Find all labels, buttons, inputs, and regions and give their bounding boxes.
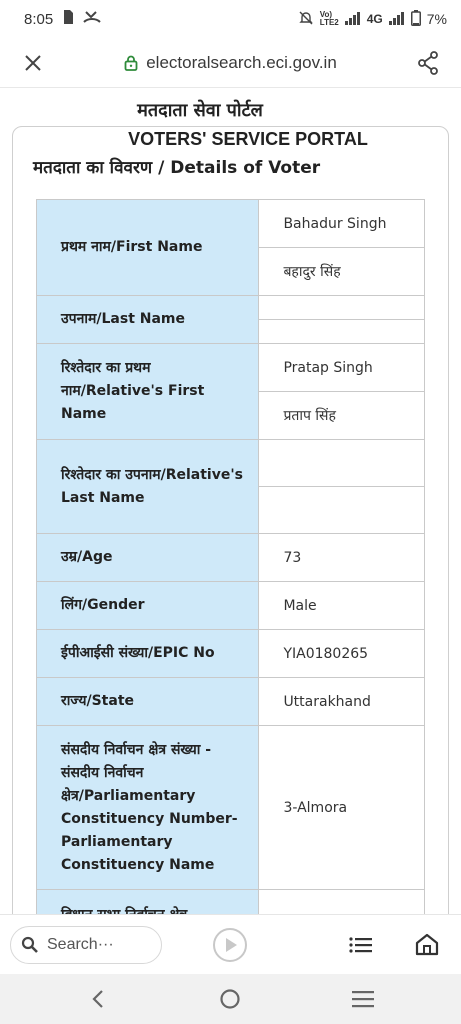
status-time: 8:05: [24, 10, 54, 28]
url-display[interactable]: [66, 53, 395, 73]
circle-home-icon: [219, 988, 241, 1010]
gender-value: Male: [259, 582, 425, 630]
nav-home-button[interactable]: [219, 988, 241, 1015]
first-name-en: Bahadur Singh: [259, 200, 425, 248]
table-row-relative-last: [37, 440, 425, 487]
relative-last-en: [259, 440, 425, 487]
vol-label: Vo): [319, 10, 333, 19]
android-nav-bar: [0, 974, 461, 1024]
last-name-en: [259, 296, 425, 320]
network-type: 4G: [366, 12, 383, 26]
table-row-age: [37, 534, 425, 582]
relative-first-hi: प्रताप सिंह: [259, 392, 425, 440]
share-icon: [417, 51, 439, 75]
state-value: Uttarakhand: [259, 678, 425, 726]
sim-card-icon: [63, 10, 73, 28]
search-input[interactable]: [10, 926, 162, 964]
status-bar: [0, 0, 461, 38]
close-icon: [24, 54, 42, 72]
table-row-last-name: [37, 296, 425, 320]
home-icon: [415, 932, 439, 956]
tabs-list-button[interactable]: [348, 934, 374, 956]
share-button[interactable]: [395, 38, 461, 88]
menu-icon: [352, 990, 374, 1008]
relative-last-label: रिश्तेदार का उपनाम/Relative's Last Name: [37, 440, 259, 534]
signal-icon: [345, 11, 361, 28]
first-name-hi: बहादुर सिंह: [259, 248, 425, 296]
volte-indicator: [320, 11, 339, 27]
table-row-gender: [37, 582, 425, 630]
table-row-epic: [37, 630, 425, 678]
relative-last-hi: [259, 487, 425, 534]
browser-bottom-toolbar: [0, 914, 461, 974]
table-row-state: [37, 678, 425, 726]
nav-back-button[interactable]: [88, 988, 108, 1015]
url-text: electoralsearch.eci.gov.in: [146, 52, 337, 72]
gender-label: लिंग/Gender: [37, 582, 259, 630]
lte-label: LTE2: [319, 18, 339, 27]
table-row-relative-first: [37, 344, 425, 392]
state-label: राज्य/State: [37, 678, 259, 726]
last-name-hi: [259, 320, 425, 344]
first-name-label: प्रथम नाम/First Name: [37, 200, 259, 296]
table-row-first-name: [37, 200, 425, 248]
lock-icon: [124, 55, 138, 71]
play-button[interactable]: [212, 927, 248, 963]
portal-title-english: VOTERS' SERVICE PORTAL: [128, 129, 368, 149]
epic-label: ईपीआईसी संख्या/EPIC No: [37, 630, 259, 678]
search-placeholder: Search···: [47, 936, 114, 953]
list-icon: [348, 934, 374, 956]
age-label: उम्र/Age: [37, 534, 259, 582]
relative-first-en: Pratap Singh: [259, 344, 425, 392]
mute-icon: [298, 10, 314, 29]
browser-url-bar: [0, 38, 461, 88]
signal-icon-2: [389, 11, 405, 28]
play-icon: [212, 927, 248, 963]
pc-label: संसदीय निर्वाचन क्षेत्र संख्या - संसदीय निर्वाचन क्षेत्र/Parliamentary Constituency Number-Parliamentary Constituency Name: [37, 726, 259, 890]
close-button[interactable]: [0, 38, 66, 88]
relative-first-label: रिश्तेदार का प्रथम नाम/Relative's First Name: [37, 344, 259, 440]
search-icon: [21, 936, 39, 954]
pc-value: 3-Almora: [259, 726, 425, 890]
nav-recents-button[interactable]: [352, 990, 374, 1013]
table-row-pc: [37, 726, 425, 890]
battery-percent: 7%: [426, 11, 447, 27]
details-title: मतदाता का विवरण / Details of Voter: [33, 158, 321, 178]
battery-icon: [411, 10, 421, 29]
missed-call-icon: [83, 10, 101, 28]
portal-title-hindi: मतदाता सेवा पोर्टल: [137, 100, 263, 121]
last-name-label: उपनाम/Last Name: [37, 296, 259, 344]
back-icon: [88, 988, 108, 1010]
voter-details-table: [36, 199, 425, 938]
epic-value: YIA0180265: [259, 630, 425, 678]
home-button[interactable]: [415, 932, 439, 956]
age-value: 73: [259, 534, 425, 582]
